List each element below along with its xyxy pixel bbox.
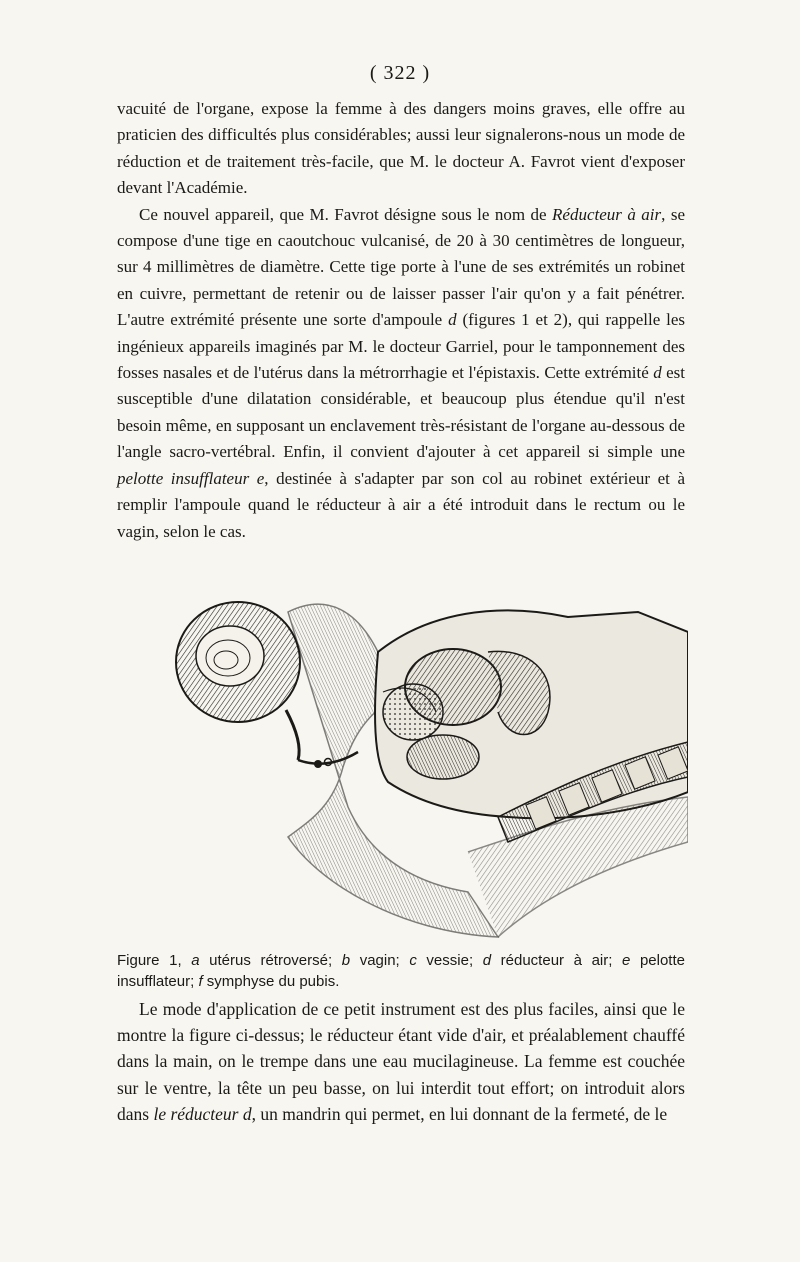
rubber-tube-with-valve (298, 752, 358, 768)
text-run: , destinée à s'adapter par son col au robinet extérieur et à remplir l'ampoule quand le réducteur à air a été introduit dans le rectum ou le vagin, selon le cas. (117, 468, 685, 541)
paragraph-2 (117, 202, 685, 545)
text-run: Le mode d'application de ce petit instrument est des plus faciles, ainsi que le montre la figure ci-dessus; le réducteur étant vide d'air, et préalablement chauffé dans la main, on le trempe dans une eau mucilagineuse. La femme est couchée sur le ventre, la tête un peu basse, on lui interdit tout effort; on introduit alors dans (117, 999, 685, 1124)
page-number: ( 322 ) (369, 62, 431, 84)
caption-run: symphyse du pubis. (202, 973, 340, 990)
caption-letter: c (409, 952, 417, 969)
caption-run: réducteur à air; (491, 952, 622, 969)
bulb-insufflator-shape (176, 602, 300, 760)
caption-run: vagin; (350, 952, 410, 969)
text-run: (figures 1 et 2), qui rappelle les ingénieux appareils imaginés par M. le docteur Garriel, pour le tamponnement des fosses nasales et de l'utérus dans la métrorrhagie et l'épistaxis. Cette extrémité (117, 310, 685, 383)
body-text-bottom (117, 996, 685, 1127)
paragraph-3 (117, 996, 685, 1127)
italic-term-reducteur-a-air: Réducteur à air (552, 204, 662, 224)
italic-term-pelotte-insufflateur: pelotte insufflateur e (117, 468, 265, 488)
italic-letter-d: d (448, 310, 457, 330)
caption-run: Figure 1, (117, 952, 192, 969)
caption-letter: b (341, 952, 351, 969)
caption-letter: f (198, 973, 203, 990)
caption-letter: e (622, 952, 631, 969)
caption-letter: a (191, 952, 200, 969)
anatomical-engraving-icon (168, 592, 688, 944)
body-text-top (117, 96, 685, 545)
caption-run: utérus rétroversé; (199, 952, 342, 969)
caption-run: pelotte insufflateur; (117, 952, 685, 990)
italic-term-le-reducteur-d: le réducteur d (153, 1103, 252, 1124)
text-run: , se compose d'une tige en caoutchouc vulcanisé, de 20 à 30 centimètres de longueur, sur 4 millimètres de diamètre. Cette tige porte à l'une de ses extrémités un robinet en cuivre, permettant de retenir ou de laisser passer l'air qu'on y a fait pénétrer. L'autre extrémité présente une sorte d'ampoule (117, 204, 685, 330)
italic-letter-d: d (653, 363, 662, 383)
anatomical-figure (168, 592, 688, 944)
paragraph-1: vacuité de l'organe, expose la femme à des dangers moins graves, elle offre au praticien des difficultés plus considérables; aussi leur signalerons-nous un mode de réduction et de traitement très-facile, que M. le docteur A. Favrot vient d'exposer devant l'Académie. (117, 99, 685, 198)
caption-run: vessie; (416, 952, 483, 969)
caption-letter: d (482, 952, 492, 969)
text-run: Ce nouvel appareil, que M. Favrot désigne sous le nom de (139, 204, 553, 224)
text-run: est susceptible d'une dilatation considérable, et beaucoup plus étendue qu'il n'est besoin même, en supposant un enclavement très-résistant de l'organe au-dessous de l'angle sacro-vertébral. Enfin, il convient d'ajouter à cet appareil si simple une (117, 363, 685, 462)
text-run: , un mandrin qui permet, en lui donnant de la fermeté, de le (251, 1103, 668, 1124)
figure-caption (117, 950, 685, 992)
